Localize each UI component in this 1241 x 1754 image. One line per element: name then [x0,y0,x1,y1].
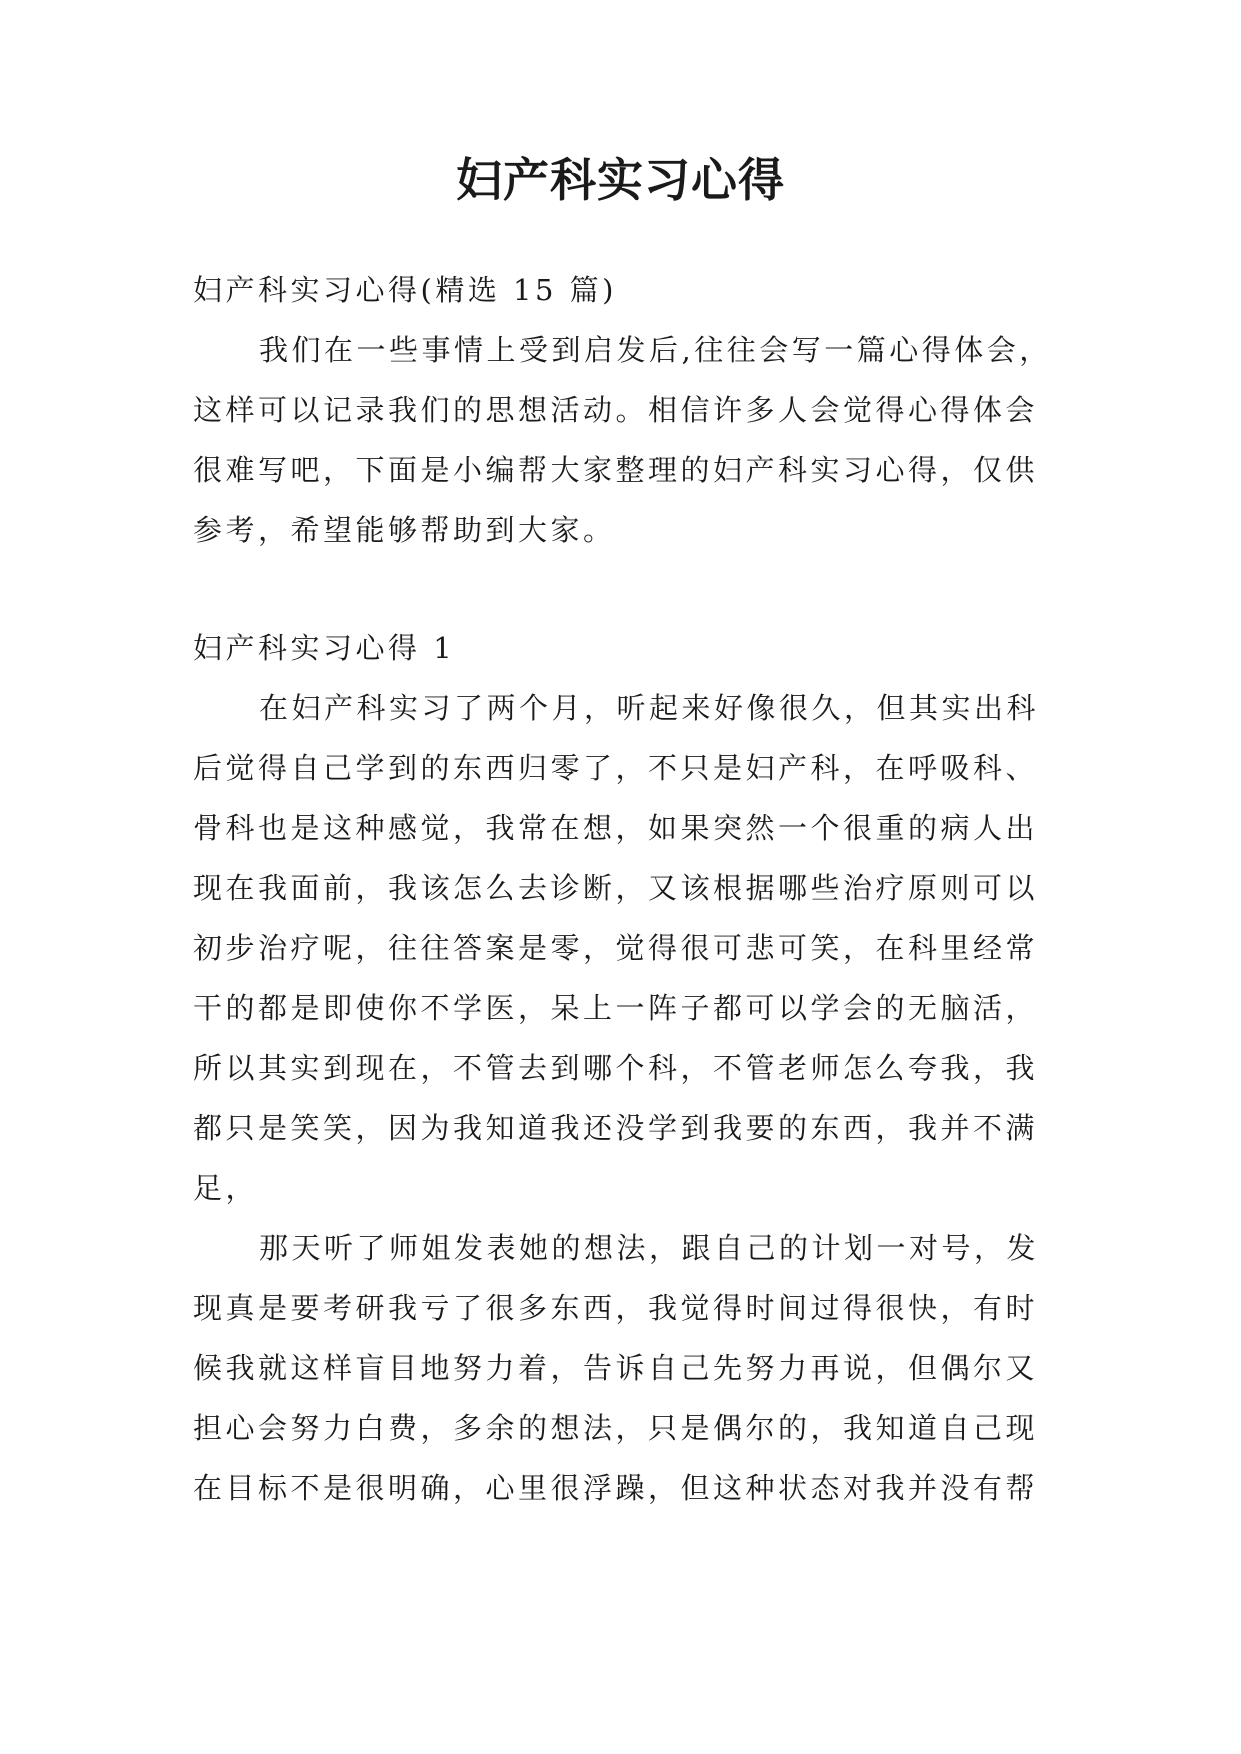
intro-line: 参考，希望能够帮助到大家。 [193,513,616,547]
paragraph-line: 都只是笑笑，因为我知道我还没学到我要的东西，我并不满 [193,1111,1039,1145]
paragraph-line: 后觉得自己学到的东西归零了，不只是妇产科，在呼吸科、 [193,751,1039,785]
intro-line: 这样可以记录我们的思想活动。相信许多人会觉得心得体会 [193,393,1039,427]
paragraph-line: 骨科也是这种感觉，我常在想，如果突然一个很重的病人出 [193,811,1039,845]
document-title: 妇产科实习心得 [456,153,785,207]
document-subtitle-block [193,260,1053,320]
paragraph-line: 候我就这样盲目地努力着，告诉自己先努力再说，但偶尔又 [193,1351,1039,1385]
paragraph-line: 那天听了师姐发表她的想法，跟自己的计划一对号，发 [259,1231,1040,1265]
intro-line: 我们在一些事情上受到启发后,往往会写一篇心得体会， [259,333,1052,367]
document-subtitle: 妇产科实习心得(精选 15 篇) [193,273,617,307]
section1-paragraph-2 [193,1218,1053,1518]
intro-line: 很难写吧，下面是小编帮大家整理的妇产科实习心得，仅供 [193,453,1039,487]
section1-paragraph-1 [193,678,1053,1218]
section-heading: 妇产科实习心得 1 [193,631,456,665]
intro-paragraph [193,320,1053,560]
paragraph-line: 现在我面前，我该怎么去诊断，又该根据哪些治疗原则可以 [193,871,1039,905]
paragraph-line: 在妇产科实习了两个月，听起来好像很久，但其实出科 [259,691,1040,725]
paragraph-line: 初步治疗呢，往往答案是零，觉得很可悲可笑，在科里经常 [193,931,1039,965]
paragraph-line: 担心会努力白费，多余的想法，只是偶尔的，我知道自己现 [193,1411,1039,1445]
paragraph-line: 所以其实到现在，不管去到哪个科，不管老师怎么夸我，我 [193,1051,1039,1085]
section-heading-block [193,618,1053,678]
paragraph-line: 在目标不是很明确，心里很浮躁，但这种状态对我并没有帮 [193,1471,1039,1505]
paragraph-line: 现真是要考研我亏了很多东西，我觉得时间过得很快，有时 [193,1291,1039,1325]
paragraph-line: 干的都是即使你不学医，呆上一阵子都可以学会的无脑活， [193,991,1039,1025]
paragraph-line: 足， [193,1171,259,1205]
